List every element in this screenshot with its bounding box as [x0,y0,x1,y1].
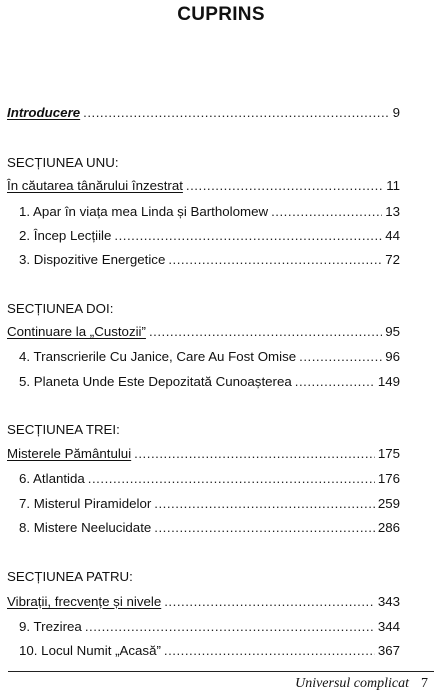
toc-entry-page: 343 [377,594,400,609]
dot-leader [134,444,375,464]
toc-entry-label: Introducere [7,105,81,120]
toc-entry-page: 149 [377,374,400,389]
toc-entry-page: 11 [386,178,400,193]
toc-chapter-entry[interactable] [19,226,400,246]
toc-chapter-entry[interactable] [19,518,400,538]
toc-entry-page: 344 [377,619,400,634]
toc-part-entry[interactable] [7,444,400,464]
section-heading: SECȚIUNEA TREI: [7,422,120,437]
section-heading: SECȚIUNEA UNU: [7,155,119,170]
toc-entry-label: 2. Încep Lecțiile [19,228,112,243]
toc-entry-label: 6. Atlantida [19,471,85,486]
dot-leader [299,347,382,367]
toc-entry-page: 96 [385,349,400,364]
toc-entry-page: 72 [385,252,400,267]
dot-leader [164,641,375,661]
dot-leader [186,176,383,196]
toc-entry-page: 259 [377,496,400,511]
dot-leader [114,226,382,246]
toc-entry-page: 95 [385,324,400,339]
toc-entry-page: 286 [377,520,400,535]
toc-part-entry[interactable] [7,592,400,612]
toc-chapter-entry[interactable] [19,250,400,270]
toc-entry-page: 176 [377,471,400,486]
dot-leader [83,103,389,123]
toc-part-entry[interactable] [7,176,400,196]
toc-chapter-entry[interactable] [19,494,400,514]
dot-leader [149,322,382,342]
dot-leader [168,250,382,270]
dot-leader [271,202,382,222]
toc-entry-page: 9 [392,105,400,120]
toc-chapter-entry[interactable] [19,372,400,392]
toc-chapter-entry[interactable] [19,469,400,489]
section-heading: SECȚIUNEA DOI: [7,301,114,316]
page-footer [295,676,428,692]
running-title: Universul complicat [295,676,409,691]
dot-leader [88,469,375,489]
dot-leader [85,617,375,637]
section-heading: SECȚIUNEA PATRU: [7,569,133,584]
toc-entry-label: 4. Transcrierile Cu Janice, Care Au Fost Omise [19,349,297,364]
toc-entry-label: 8. Mistere Neelucidate [19,520,152,535]
toc-chapter-entry[interactable] [19,202,400,222]
toc-entry-page: 367 [377,643,400,658]
dot-leader [295,372,375,392]
toc-entry-page: 13 [385,204,400,219]
toc-entry-page: 175 [377,446,400,461]
page-title: CUPRINS [177,4,265,25]
toc-entry-label: Vibrații, frecvențe și nivele [7,594,162,609]
footer-rule [8,671,434,672]
toc-entry-label: 1. Apar în viața mea Linda și Bartholomew [19,204,269,219]
toc-entry-label: 9. Trezirea [19,619,82,634]
toc-entry-label: 3. Dispozitive Energetice [19,252,166,267]
toc-entry-label: 5. Planeta Unde Este Depozitată Cunoașterea [19,374,292,389]
toc-entry-label: Continuare la „Custozii” [7,324,146,339]
toc-entry-page: 44 [385,228,400,243]
dot-leader [154,518,375,538]
dot-leader [154,494,375,514]
dot-leader [164,592,375,612]
toc-entry-introduction[interactable] [7,103,400,123]
toc-chapter-entry[interactable] [19,641,400,661]
toc-chapter-entry[interactable] [19,347,400,367]
toc-chapter-entry[interactable] [19,617,400,637]
toc-entry-label: 10. Locul Numit „Acasă” [19,643,161,658]
toc-entry-label: 7. Misterul Piramidelor [19,496,152,511]
toc-entry-label: Misterele Pământului [7,446,132,461]
toc-part-entry[interactable] [7,322,400,342]
toc-entry-label: În căutarea tânărului înzestrat [7,178,183,193]
page-number: 7 [421,676,428,691]
